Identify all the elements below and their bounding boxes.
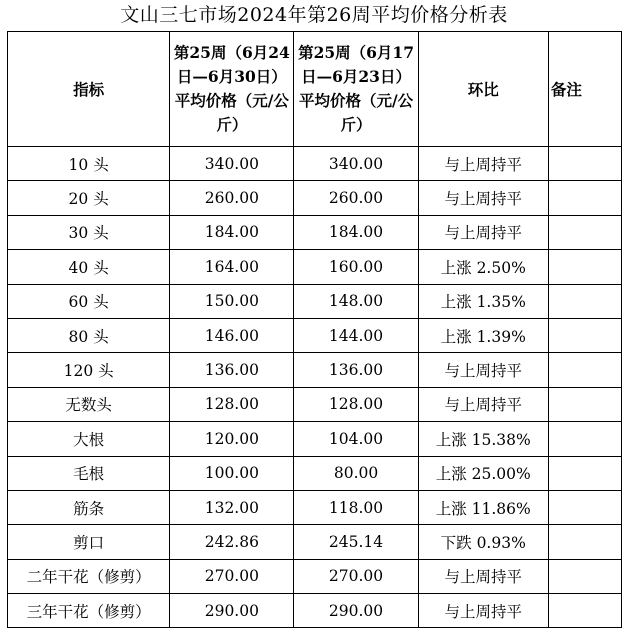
cell-current-price: 120.00 [170, 422, 294, 456]
cell-current-price: 340.00 [170, 147, 294, 181]
table-row [8, 147, 622, 181]
cell-previous-price: 184.00 [294, 215, 418, 249]
table-row [8, 456, 622, 490]
header-comparison: 环比 [418, 32, 548, 147]
cell-comparison: 与上周持平 [418, 147, 548, 181]
cell-current-price: 146.00 [170, 318, 294, 352]
cell-previous-price: 136.00 [294, 353, 418, 387]
table-row [8, 594, 622, 628]
cell-current-price: 260.00 [170, 181, 294, 215]
cell-comparison: 与上周持平 [418, 594, 548, 628]
table-row [8, 353, 622, 387]
cell-indicator: 40 头 [8, 250, 170, 284]
header-indicator: 指标 [8, 32, 170, 147]
table-row [8, 181, 622, 215]
cell-previous-price: 245.14 [294, 525, 418, 559]
cell-comparison: 与上周持平 [418, 181, 548, 215]
cell-indicator: 30 头 [8, 215, 170, 249]
cell-indicator: 大根 [8, 422, 170, 456]
cell-comparison: 与上周持平 [418, 387, 548, 421]
table-row [8, 284, 622, 318]
cell-remarks [548, 181, 621, 215]
cell-current-price: 128.00 [170, 387, 294, 421]
cell-remarks [548, 250, 621, 284]
cell-remarks [548, 456, 621, 490]
cell-remarks [548, 490, 621, 524]
cell-comparison: 与上周持平 [418, 353, 548, 387]
cell-previous-price: 270.00 [294, 559, 418, 593]
cell-current-price: 136.00 [170, 353, 294, 387]
cell-previous-price: 148.00 [294, 284, 418, 318]
cell-indicator: 三年干花（修剪） [8, 594, 170, 628]
cell-indicator: 剪口 [8, 525, 170, 559]
cell-previous-price: 340.00 [294, 147, 418, 181]
cell-remarks [548, 147, 621, 181]
cell-previous-price: 80.00 [294, 456, 418, 490]
cell-remarks [548, 559, 621, 593]
cell-indicator: 毛根 [8, 456, 170, 490]
table-row [8, 250, 622, 284]
table-row [8, 490, 622, 524]
cell-indicator: 20 头 [8, 181, 170, 215]
page-title: 文山三七市场2024年第26周平均价格分析表 [120, 4, 508, 26]
cell-previous-price: 290.00 [294, 594, 418, 628]
cell-current-price: 290.00 [170, 594, 294, 628]
cell-comparison: 上涨 2.50% [418, 250, 548, 284]
cell-current-price: 164.00 [170, 250, 294, 284]
cell-indicator: 无数头 [8, 387, 170, 421]
cell-remarks [548, 284, 621, 318]
price-table [7, 31, 622, 628]
cell-current-price: 242.86 [170, 525, 294, 559]
cell-current-price: 132.00 [170, 490, 294, 524]
table-row [8, 422, 622, 456]
cell-comparison: 上涨 11.86% [418, 490, 548, 524]
cell-comparison: 与上周持平 [418, 559, 548, 593]
cell-indicator: 10 头 [8, 147, 170, 181]
cell-remarks [548, 422, 621, 456]
cell-remarks [548, 215, 621, 249]
table-row [8, 559, 622, 593]
cell-previous-price: 160.00 [294, 250, 418, 284]
cell-previous-price: 144.00 [294, 318, 418, 352]
cell-comparison: 上涨 1.35% [418, 284, 548, 318]
table-body [8, 147, 622, 628]
cell-comparison: 上涨 1.39% [418, 318, 548, 352]
cell-comparison: 下跌 0.93% [418, 525, 548, 559]
header-remarks: 备注 [548, 32, 621, 147]
cell-remarks [548, 353, 621, 387]
header-week-current: 第25周（6月24日—6月30日）平均价格（元/公斤） [170, 32, 294, 147]
cell-current-price: 184.00 [170, 215, 294, 249]
cell-remarks [548, 387, 621, 421]
header-row [8, 32, 622, 147]
cell-current-price: 270.00 [170, 559, 294, 593]
table-row [8, 387, 622, 421]
cell-current-price: 100.00 [170, 456, 294, 490]
cell-comparison: 上涨 25.00% [418, 456, 548, 490]
cell-indicator: 80 头 [8, 318, 170, 352]
cell-previous-price: 118.00 [294, 490, 418, 524]
cell-indicator: 60 头 [8, 284, 170, 318]
cell-indicator: 120 头 [8, 353, 170, 387]
cell-comparison: 上涨 15.38% [418, 422, 548, 456]
cell-remarks [548, 318, 621, 352]
cell-previous-price: 104.00 [294, 422, 418, 456]
cell-indicator: 二年干花（修剪） [8, 559, 170, 593]
header-week-previous: 第25周（6月17日—6月23日）平均价格（元/公斤） [294, 32, 418, 147]
cell-remarks [548, 594, 621, 628]
cell-comparison: 与上周持平 [418, 215, 548, 249]
cell-indicator: 筋条 [8, 490, 170, 524]
cell-remarks [548, 525, 621, 559]
cell-previous-price: 260.00 [294, 181, 418, 215]
table-row [8, 215, 622, 249]
cell-previous-price: 128.00 [294, 387, 418, 421]
table-row [8, 525, 622, 559]
cell-current-price: 150.00 [170, 284, 294, 318]
table-row [8, 318, 622, 352]
